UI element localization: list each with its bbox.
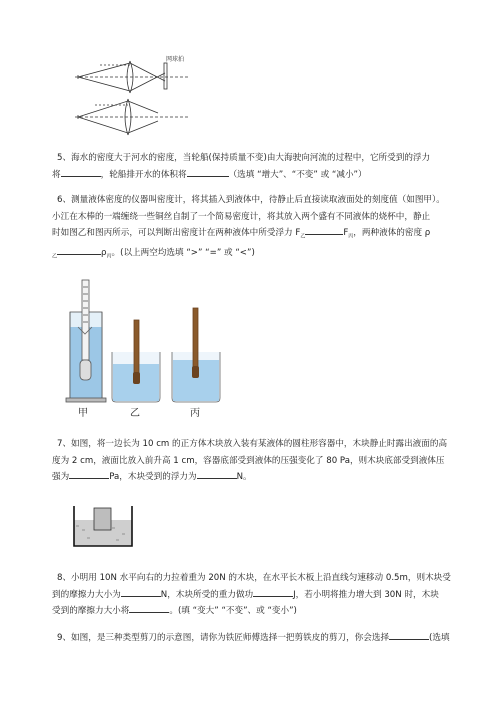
q7-line-1: 7、如图，将一边长为 10 cm 的正方体木块放入装有某液体的圆柱形容器中，木块静止时露出液面的高: [57, 439, 448, 449]
q5-line-1: 5、海水的密度大于河水的密度，当轮船(保持质量不变)由大海驶向河流的过程中，它所受到的浮力: [57, 153, 431, 163]
q6-blank-2[interactable]: [57, 245, 101, 255]
lens-diagram-figure: [70, 55, 200, 140]
q8-line-1: 8、小明用 10N 水平向右的力拉着重为 20N 的木块，在水平长木板上沿直线匀速移动 0.5m，则木块受: [57, 573, 451, 583]
q8-line-3: 受到的摩擦力大小将 。(填 “变大” “不变”、或 “变小”): [52, 603, 472, 620]
q6-line-4: $_乙$ $\rho_丙$。(以上两空均选填 “>” “=” 或 “<”): [52, 245, 472, 265]
q7-blank-2[interactable]: [197, 469, 237, 479]
q8-blank-2[interactable]: [253, 587, 293, 597]
densimeter-figure: [60, 272, 230, 420]
fig-label-yi: 乙: [130, 408, 140, 419]
question-8: [52, 570, 472, 620]
question-7: [52, 436, 472, 486]
block-container-figure: [72, 500, 134, 550]
q6-line-3: 时如图乙和图丙所示，可以判断出密度计在两种液体中所受浮力 $F_乙$ $F_丙$，两种液体的密度 ρ: [52, 225, 472, 245]
q5-line-2: 将 ，轮船排开水的体积将 （选填 “增大”、“不变” 或 “减小”）: [52, 167, 472, 184]
q8-line-2: 到的摩擦力大小为 N，木块所受的重力做功 J，若小明将推力增大到 30N 时，木块: [52, 587, 472, 604]
q6-line-1: 6、测量液体密度的仪器叫密度计，将其插入到液体中，待静止后直接读取液面处的刻度值（如图甲）。: [57, 195, 445, 205]
q6-blank-1[interactable]: [305, 225, 343, 235]
question-9: [52, 630, 472, 647]
q6-line-2: 小江在木棒的一端缠绕一些铜丝自制了一个简易密度计，将其放入两个盛有不同液体的烧杯中，静止: [52, 211, 431, 222]
q8-blank-1[interactable]: [121, 587, 161, 597]
q7-line-2: 度为 2 cm，液面比放入前升高 1 cm，容器底部受到液体的压强变化了 80 Pa，则木块底部受到液体压: [52, 455, 445, 466]
q9-line-1: 9、如图，是三种类型剪刀的示意图，请你为铁匠师傅选择一把剪铁皮的剪刀，你会选择 (选填: [52, 630, 472, 647]
fig-label-bing: 丙: [190, 408, 200, 419]
q7-blank-1[interactable]: [69, 469, 109, 479]
q7-line-3: 强为 Pa，木块受到的浮力为 N。: [52, 469, 472, 486]
q8-blank-3[interactable]: [129, 603, 169, 613]
question-5: [52, 150, 472, 183]
fig-label-jia: 甲: [78, 408, 88, 419]
question-6: [52, 192, 472, 265]
q9-blank-1[interactable]: [389, 630, 429, 640]
q5-blank-1[interactable]: [61, 167, 101, 177]
q5-blank-2[interactable]: [187, 167, 229, 177]
lens-label: 网球拍: [166, 56, 185, 63]
